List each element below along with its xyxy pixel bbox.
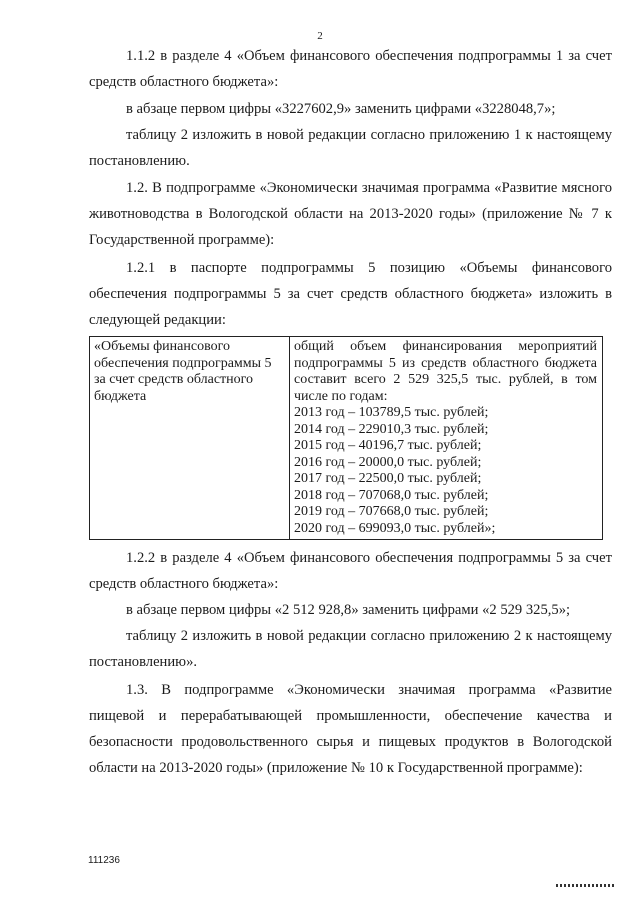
paragraph-table-2-appendix-1: таблицу 2 изложить в новой редакции согласно приложению 1 к настоящему постановлению. xyxy=(89,127,612,169)
funding-intro-text: общий объем финансирования мероприятий подпрограммы 5 из средств областного бюджета составит всего 2 529 325,5 тыс. рублей, в том числе по годам: xyxy=(294,339,597,404)
funding-year-2019: 2019 год – 707668,0 тыс. рублей; xyxy=(294,504,489,519)
page-number: 2 xyxy=(317,30,323,42)
funding-table-row xyxy=(90,337,603,540)
funding-year-2016: 2016 год – 20000,0 тыс. рублей; xyxy=(294,454,482,470)
paragraph-1-2-1: 1.2.1 в паспорте подпрограммы 5 позицию «Объемы финансового обеспечения подпрограммы 5 за счет средств областного бюджета» изложить в следующей редакции: xyxy=(89,260,612,328)
funding-year-2018: 2018 год – 707068,0 тыс. рублей; xyxy=(294,487,489,503)
paragraph-figures-replace-2: в абзаце первом цифры «2 512 928,8» заменить цифрами «2 529 325,5»; xyxy=(126,602,571,618)
funding-table-label-cell: «Объемы финансового обеспечения подпрограммы 5 за счет средств областного бюджета xyxy=(90,337,290,540)
funding-year-2015: 2015 год – 40196,7 тыс. рублей; xyxy=(294,438,482,453)
paragraph-figures-replace: в абзаце первом цифры «3227602,9» заменить цифрами «3228048,7»; xyxy=(126,101,556,117)
funding-table-value-cell xyxy=(290,337,603,540)
paragraph-1-3: 1.3. В подпрограмме «Экономически значимая программа «Развитие пищевой и перерабатывающей промышленности, обеспечение качества и безопасности продовольственного сырья и пищевых продуктов в Вологодской области на 2013-2020 годы» (приложение № 10 к Государственной программе): xyxy=(89,682,612,776)
funding-year-2017: 2017 год – 22500,0 тыс. рублей; xyxy=(294,471,482,486)
funding-year-2014: 2014 год – 229010,3 тыс. рублей; xyxy=(294,421,489,437)
scan-barcode-mark xyxy=(556,884,614,887)
paragraph-1-2: 1.2. В подпрограмме «Экономически значимая программа «Развитие мясного животноводства в Вологодской области на 2013-2020 годы» (приложение № 7 к Государственной программе): xyxy=(89,180,612,248)
funding-table xyxy=(89,336,603,540)
paragraph-table-2-appendix-2: таблицу 2 изложить в новой редакции согласно приложению 2 к настоящему постановлению». xyxy=(89,628,612,670)
document-code: 111236 xyxy=(88,855,120,866)
funding-year-2020: 2020 год – 699093,0 тыс. рублей»; xyxy=(294,520,496,536)
paragraph-1-1-2: 1.1.2 в разделе 4 «Объем финансового обеспечения подпрограммы 1 за счет средств областного бюджета»: xyxy=(89,48,612,90)
funding-year-2013: 2013 год – 103789,5 тыс. рублей; xyxy=(294,405,489,420)
paragraph-1-2-2: 1.2.2 в разделе 4 «Объем финансового обеспечения подпрограммы 5 за счет средств областного бюджета»: xyxy=(89,550,612,592)
